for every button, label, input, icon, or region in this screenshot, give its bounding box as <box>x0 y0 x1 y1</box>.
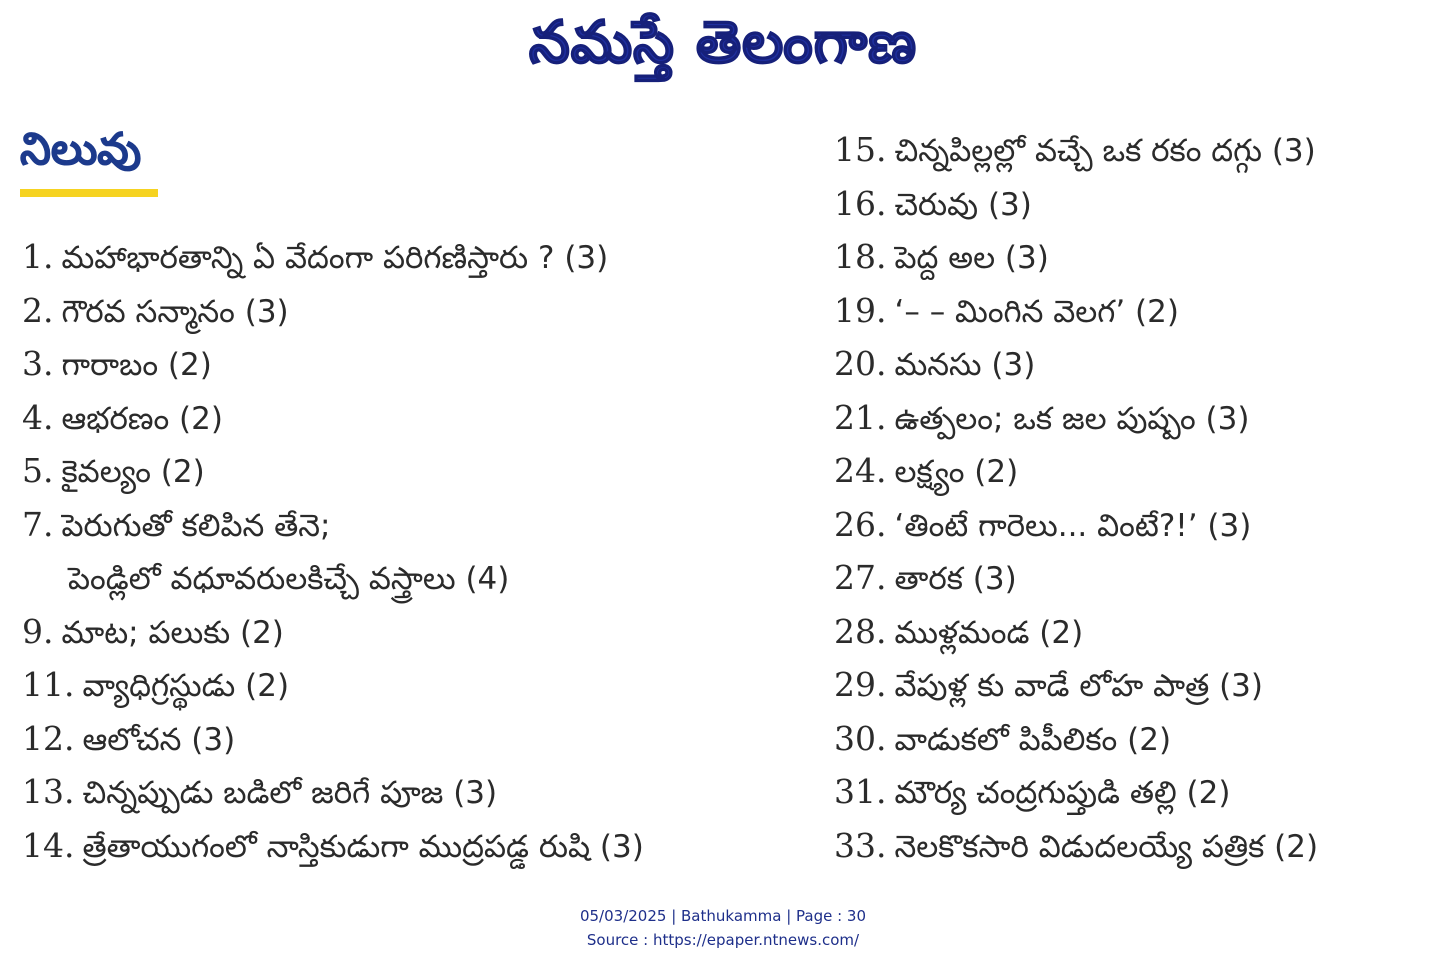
clue-number: 19. <box>834 290 887 330</box>
clue-text: మనసు (3) <box>894 347 1036 383</box>
clue-item <box>22 819 812 873</box>
clue-item <box>834 230 1434 284</box>
clue-item <box>834 712 1434 766</box>
clue-text: నెలకొకసారి విడుదలయ్యే పత్రిక (2) <box>894 828 1319 865</box>
clue-number: 1. <box>22 237 54 276</box>
clue-item <box>834 284 1434 338</box>
clue-item <box>834 444 1434 498</box>
clue-number: 29. <box>834 665 887 704</box>
clue-number: 7. <box>22 504 54 544</box>
clue-number: 9. <box>22 611 54 651</box>
clue-text: చెరువు (3) <box>894 186 1032 223</box>
clue-item <box>22 712 812 766</box>
clue-number: 18. <box>834 237 887 276</box>
page-footer <box>0 904 1446 952</box>
clue-item <box>834 819 1434 873</box>
clue-item <box>22 337 812 391</box>
newspaper-masthead: నమస్తే తెలంగాణ <box>529 8 917 76</box>
clue-item <box>834 551 1434 605</box>
clue-item <box>22 230 812 284</box>
clue-item <box>834 123 1434 177</box>
clue-item <box>22 444 812 498</box>
clue-text: లక్ష్యం (2) <box>894 454 1019 490</box>
clue-text: చిన్నపిల్లల్లో వచ్చే ఒక రకం దగ్గు (3) <box>894 133 1316 169</box>
clue-text: కైవల్యం (2) <box>61 454 205 490</box>
clue-number: 28. <box>834 611 887 651</box>
clue-number: 4. <box>22 397 54 437</box>
clue-number: 2. <box>22 290 54 330</box>
clue-item <box>834 658 1434 712</box>
clue-number: 26. <box>834 504 887 544</box>
section-heading: నిలువు <box>20 124 142 175</box>
clue-item <box>22 391 812 445</box>
clue-text: ‘– – మింగిన వెలగ’ (2) <box>894 293 1179 330</box>
clue-number: 14. <box>22 825 75 865</box>
clue-number: 33. <box>834 825 887 865</box>
clue-number: 13. <box>22 772 75 811</box>
clue-text: మహాభారతాన్ని ఏ వేదంగా పరిగణిస్తారు ? (3) <box>61 240 609 276</box>
clue-number: 27. <box>834 558 887 597</box>
clue-text: ‘తింటే గారెలు... వింటే?!’ (3) <box>894 507 1252 544</box>
footer-date-line: 05/03/2025 | Bathukamma | Page : 30 <box>579 907 867 925</box>
clue-number: 11. <box>22 665 75 704</box>
clue-text: త్రేతాయుగంలో నాస్తికుడుగా ముద్రపడ్డ రుషి (3) <box>82 828 644 865</box>
clue-text: పెద్ద అల (3) <box>894 240 1049 276</box>
clue-text: వాడుకలో పిపీలికం (2) <box>894 721 1172 758</box>
clue-text: చిన్నప్పుడు బడిలో జరిగే పూజ (3) <box>82 775 498 811</box>
clue-number: 5. <box>22 451 54 490</box>
clue-item <box>834 391 1434 445</box>
clue-text: తారక (3) <box>894 561 1017 597</box>
clue-item <box>22 605 812 659</box>
clue-number: 15. <box>834 130 887 169</box>
clue-list-left <box>22 230 812 872</box>
clue-text: ఉత్పలం; ఒక జల పుష్పం (3) <box>894 400 1250 437</box>
clue-number: 12. <box>22 718 75 758</box>
clue-number: 16. <box>834 183 887 223</box>
clue-item <box>834 498 1434 552</box>
clue-item <box>22 658 812 712</box>
clue-item <box>22 765 812 819</box>
clue-text: వేపుళ్ల కు వాడే లోహ పాత్ర (3) <box>894 668 1263 704</box>
footer-source-line: Source : https://epaper.ntnews.com/ <box>586 931 860 949</box>
clue-text: ముళ్లమండ (2) <box>894 614 1084 651</box>
clue-item-continuation <box>22 551 812 605</box>
clue-item <box>834 765 1434 819</box>
clue-text: ఆభరణం (2) <box>61 400 223 437</box>
heading-underline <box>20 189 158 197</box>
clue-number: 21. <box>834 397 887 437</box>
clue-text: మౌర్య చంద్రగుప్తుడి తల్లి (2) <box>894 775 1231 811</box>
clue-item <box>834 337 1434 391</box>
clue-number: 3. <box>22 344 54 383</box>
clue-item <box>834 177 1434 231</box>
clue-item <box>22 284 812 338</box>
clue-number: 20. <box>834 344 887 383</box>
clue-number: 30. <box>834 718 887 758</box>
clue-text: ఆలోచన (3) <box>82 721 236 758</box>
clue-list-right <box>834 123 1434 872</box>
clue-text: వ్యాధిగ్రస్థుడు (2) <box>82 668 290 704</box>
clue-item <box>22 498 812 552</box>
clue-text: పెరుగుతో కలిపిన తేనె; <box>61 507 331 544</box>
clue-number: 24. <box>834 451 887 490</box>
clue-text: పెండ్లిలో వధూవరులకిచ్చే వస్త్రాలు (4) <box>68 561 510 597</box>
clue-item <box>834 605 1434 659</box>
clue-text: గౌరవ సన్మానం (3) <box>61 293 289 330</box>
clue-text: గారాబం (2) <box>61 347 212 383</box>
clue-number: 31. <box>834 772 887 811</box>
clue-text: మాట; పలుకు (2) <box>61 614 284 651</box>
